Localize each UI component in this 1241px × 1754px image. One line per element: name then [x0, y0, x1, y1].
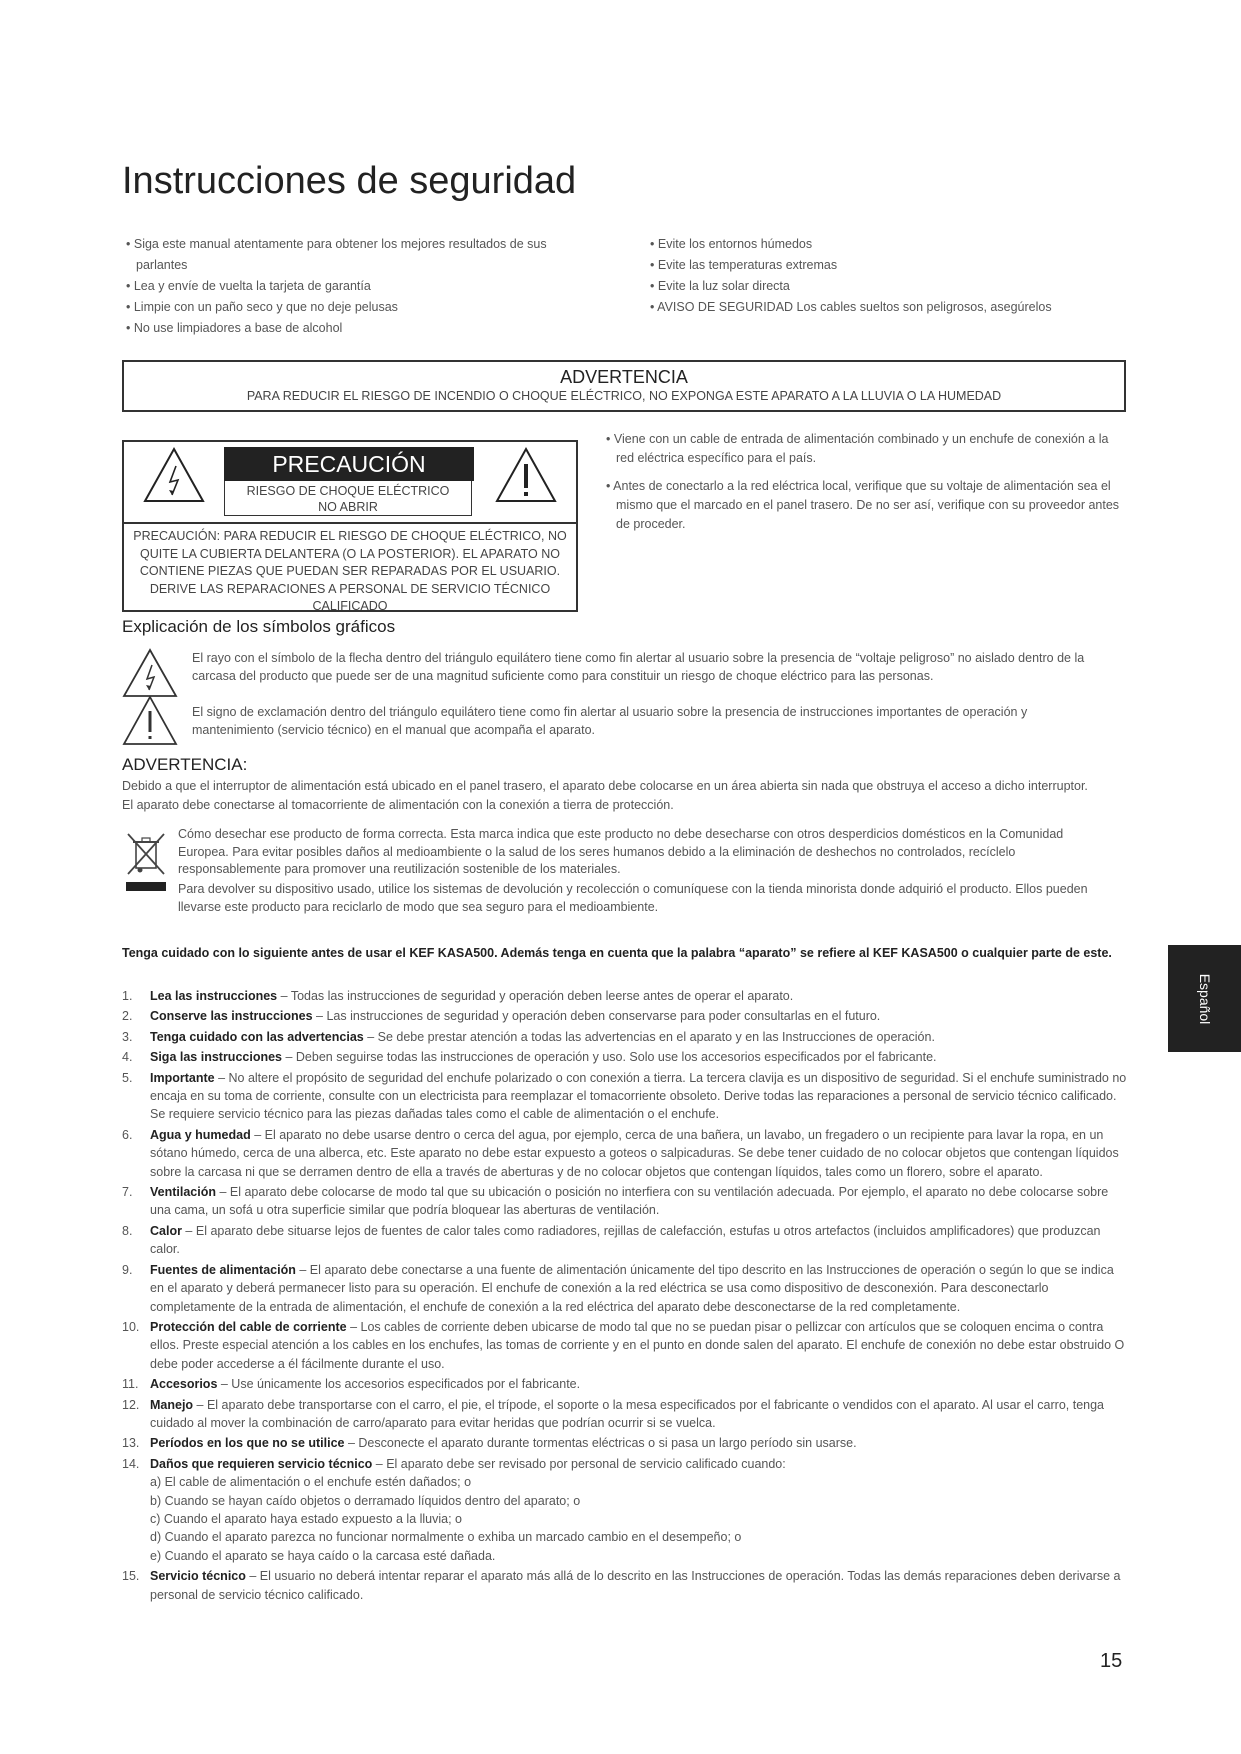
exclamation-symbol-text: El signo de exclamación dentro del triángulo equilátero tiene como fin alertar al usuario sobre la presencia de instrucciones importantes de operación y mantenimiento (servicio técnico) en el manual que acompaña el aparato. [192, 705, 1028, 737]
caution-box [122, 440, 578, 612]
bullet: • AVISO DE SEGURIDAD Los cables sueltos son peligrosos, asegúrelos [646, 297, 1126, 318]
item-text: – El aparato no debe usarse dentro o cerca del agua, por ejemplo, cerca de una bañera, un lavabo, un fregadero o un recipiente para lavar la ropa, en un sótano húmedo, cerca de una alberca, etc. Este aparato no debe estar expuesto a goteos o salpicaduras. Se debe tener cuidado de no colocar objetos que contengan líquidos sobre la carcasa ni que se derramen dentro de ella a través de aberturas y de no colocar objetos que contengan líquidos, tales como un florero, sobre el aparato. [150, 1127, 1119, 1179]
list-item [122, 1318, 1130, 1373]
care-bullets-right [646, 234, 1126, 318]
sub-item: a) El cable de alimentación o el enchufe estén dañados; o [150, 1475, 472, 1490]
item-number: 13. [122, 1436, 140, 1451]
sub-item: e) Cuando el aparato se haya caído o la carcasa esté dañada. [150, 1548, 496, 1563]
language-tab-label: Español [1196, 973, 1213, 1024]
item-label: Agua y humedad [150, 1127, 251, 1142]
advertencia-heading: ADVERTENCIA: [122, 755, 248, 774]
caution-subtitle [224, 481, 472, 516]
advertencia-text: Debido a que el interruptor de alimentación está ubicado en el panel trasero, el aparato debe colocarse en un área abierta sin nada que obstruya el acceso a dicho interruptor. [122, 779, 1088, 793]
lightning-warning-icon [142, 446, 206, 504]
exclamation-warning-icon [494, 446, 558, 504]
item-text: – Deben seguirse todas las instrucciones de operación y uso. Solo use los accesorios especificados por el fabricante. [282, 1050, 937, 1065]
list-item [122, 1567, 1130, 1604]
item-label: Ventilación [150, 1185, 216, 1200]
list-item [122, 1069, 1130, 1124]
item-label: Lea las instrucciones [150, 989, 278, 1003]
bullet: • Evite los entornos húmedos [646, 234, 1126, 255]
caution-title: PRECAUCIÓN [224, 447, 474, 481]
list-item [122, 1434, 1130, 1452]
list-item [122, 1007, 1130, 1025]
warning-box-title: ADVERTENCIA [560, 367, 688, 387]
item-label: Daños que requieren servicio técnico [150, 1456, 373, 1471]
power-bullets [602, 430, 1122, 534]
item-number: 1. [122, 989, 133, 1003]
item-number: 15. [122, 1569, 140, 1584]
list-item [122, 1048, 1130, 1066]
item-text: – El usuario no deberá intentar reparar el aparato más allá de lo descrito en las Instrucciones de operación. Todas las demás reparaciones deben derivarse a personal de servicio técnico calificado. [150, 1569, 1121, 1602]
item-text: – Use únicamente los accesorios especificados por el fabricante. [217, 1377, 581, 1392]
lightning-symbol-icon [122, 648, 178, 698]
item-label: Calor [150, 1223, 182, 1238]
item-text: – El aparato debe conectarse a una fuente de alimentación únicamente del tipo descrito en las Instrucciones de operación o según lo que se indica en el aparato y deberá permanecer listo para su operación. El enchufe de conexión a la red eléctrica se usa como dispositivo de desconexión. Para desconectarlo completamente de la entrada de alimentación, el enchufe de conexión a la red eléctrica del aparato debe desconectarse de la red completamente. [150, 1262, 1114, 1314]
item-number: 8. [122, 1223, 133, 1238]
item-text: – El aparato debe transportarse con el carro, el pie, el trípode, el soporte o la mesa especificados por el fabricante o vendidos con el aparato. Al usar el carro, tenga cuidado al mover la combinación de carro/aparato para evitar heridas que podrían ocurrir si se vuelca. [150, 1397, 1105, 1430]
list-item [122, 1396, 1130, 1433]
item-label: Manejo [150, 1397, 194, 1412]
list-item [122, 1183, 1130, 1220]
item-text: – El aparato debe ser revisado por personal de servicio calificado cuando: [372, 1456, 786, 1471]
item-label: Accesorios [150, 1377, 218, 1392]
bullet: • Evite la luz solar directa [646, 276, 1126, 297]
symbols-heading: Explicación de los símbolos gráficos [122, 617, 396, 636]
list-item [122, 1126, 1130, 1181]
item-text: – Se debe prestar atención a todas las advertencias en el aparato y en las Instrucciones de operación. [363, 1029, 935, 1044]
item-number: 12. [122, 1397, 140, 1412]
item-text: – El aparato debe colocarse de modo tal que su ubicación o posición no interfiera con su ventilación adecuada. Por ejemplo, el aparato no debe colocarse sobre una cama, un sofá u otra superficie similar que podría bloquear las aberturas de ventilación. [150, 1185, 1109, 1218]
item-number: 4. [122, 1050, 133, 1065]
caution-subtitle-line: RIESGO DE CHOQUE ELÉCTRICO [246, 484, 450, 498]
page-number: 15 [1100, 1650, 1123, 1672]
weee-text: Para devolver su dispositivo usado, utilice los sistemas de devolución y recolección o comuníquese con la tienda minorista donde adquirió el producto. Ellos pueden llevarse este producto para reciclarlo de modo que sea seguro para el medioambiente. [178, 882, 1088, 914]
weee-bin-icon [124, 830, 168, 892]
list-item [122, 1222, 1130, 1259]
bullet: • Siga este manual atentamente para obtener los mejores resultados de sus parlantes [122, 234, 592, 276]
item-text: – Desconecte el aparato durante tormentas eléctricas o si pasa un largo período sin usarse. [344, 1436, 857, 1451]
item-label: Siga las instrucciones [150, 1050, 282, 1065]
item-number: 10. [122, 1319, 140, 1334]
item-label: Tenga cuidado con las advertencias [150, 1029, 364, 1044]
safety-list [122, 987, 1130, 1606]
exclamation-symbol-icon [122, 695, 178, 747]
item-text: – Las instrucciones de seguridad y operación deben conservarse para poder consultarlas en el futuro. [312, 1009, 881, 1024]
sub-item: c) Cuando el aparato haya estado expuesto a la lluvia; o [150, 1511, 463, 1526]
bullet: • Lea y envíe de vuelta la tarjeta de garantía [122, 276, 592, 297]
item-label: Importante [150, 1070, 215, 1085]
bullet: • Viene con un cable de entrada de alimentación combinado y un enchufe de conexión a la red eléctrica específico para el país. [602, 430, 1122, 468]
sub-item: b) Cuando se hayan caído objetos o derramado líquidos dentro del aparato; o [150, 1493, 581, 1508]
page-title: Instrucciones de seguridad [122, 160, 577, 202]
warning-box-text: PARA REDUCIR EL RIESGO DE INCENDIO O CHOQUE ELÉCTRICO, NO EXPONGA ESTE APARATO A LA LLUVIA O LA HUMEDAD [246, 389, 1002, 403]
warning-box [122, 360, 1126, 412]
care-bullets-left [122, 234, 592, 339]
sub-item: d) Cuando el aparato parezca no funcionar normalmente o exhiba un marcado cambio en el desempeño; o [150, 1530, 742, 1545]
item-number: 6. [122, 1127, 133, 1142]
item-label: Fuentes de alimentación [150, 1262, 296, 1277]
weee-text: Cómo desechar ese producto de forma correcta. Esta marca indica que este producto no debe desecharse con otros desperdicios domésticos en la Comunidad Europea. Para evitar posibles daños al medioambiente o la salud de los seres humanos debido a la eliminación de deshechos no controlados, recíclelo responsablemente para promover una reutilización sostenible de los materiales. [178, 827, 1064, 876]
caution-subtitle-line: NO ABRIR [318, 500, 378, 514]
item-label: Protección del cable de corriente [150, 1319, 347, 1334]
item-label: Períodos en los que no se utilice [150, 1436, 345, 1451]
advertencia-text: El aparato debe conectarse al tomacorriente de alimentación con la conexión a tierra de protección. [122, 798, 674, 812]
list-item [122, 1375, 1130, 1393]
item-text: – No altere el propósito de seguridad del enchufe polarizado o con conexión a tierra. La tercera clavija es un dispositivo de seguridad. Si el enchufe suministrado no encaja en su toma de corriente, consulte con un electricista para reemplazar el tomacorriente obsoleto. Derive todas las reparaciones a personal de servicio técnico calificado. Se requiere servicio técnico para las piezas dañadas tales como el cable de alimentación o el enchufe. [150, 1070, 1127, 1122]
bullet: • Antes de conectarlo a la red eléctrica local, verifique que su voltaje de alimentación sea el mismo que el marcado en el panel trasero. De no ser así, verifique con su proveedor antes de proceder. [602, 477, 1122, 534]
list-item [122, 987, 1130, 1005]
bullet: • Limpie con un paño seco y que no deje pelusas [122, 297, 592, 318]
item-number: 9. [122, 1262, 133, 1277]
item-number: 7. [122, 1185, 133, 1200]
language-tab [1168, 945, 1241, 1052]
item-number: 2. [122, 1009, 133, 1024]
bullet: • Evite las temperaturas extremas [646, 255, 1126, 276]
item-label: Servicio técnico [150, 1569, 246, 1584]
item-label: Conserve las instrucciones [150, 1009, 313, 1024]
list-item [122, 1455, 1130, 1565]
item-number: 11. [122, 1377, 139, 1392]
list-item [122, 1028, 1130, 1046]
item-number: 5. [122, 1070, 133, 1085]
item-text: – El aparato debe situarse lejos de fuentes de calor tales como radiadores, rejillas de calefacción, estufas u otros artefactos (incluidos amplificadores) que produzcan calor. [150, 1223, 1101, 1257]
lightning-symbol-text: El rayo con el símbolo de la flecha dentro del triángulo equilátero tiene como fin alertar al usuario sobre la presencia de “voltaje peligroso” no aislado dentro de la carcasa del producto que puede ser de una magnitud suficiente como para constituir un riesgo de choque eléctrico para las personas. [192, 651, 1085, 683]
caution-body: PRECAUCIÓN: PARA REDUCIR EL RIESGO DE CHOQUE ELÉCTRICO, NO QUITE LA CUBIERTA DELANTERA (O LA POSTERIOR). EL APARATO NO CONTIENE PIEZAS QUE PUEDAN SER REPARADAS POR EL USUARIO. DERIVE LAS REPARACIONES A PERSONAL DE SERVICIO TÉCNICO CALIFICADO [124, 522, 576, 616]
item-number: 3. [122, 1029, 133, 1044]
item-text: – Todas las instrucciones de seguridad y operación deben leerse antes de operar el aparato. [277, 989, 794, 1003]
bullet: • No use limpiadores a base de alcohol [122, 318, 592, 339]
item-number: 14. [122, 1456, 140, 1471]
item-text: – Los cables de corriente deben ubicarse de modo tal que no se puedan pisar o pellizcar con artículos que se coloquen encima o contra ellos. Preste especial atención a los cables en los enchufes, las tomas de corriente y en el punto en donde salen del aparato. El enchufe de conexión no debe estar obstruido O debe poder accederse a él fácilmente durante el uso. [150, 1319, 1125, 1371]
list-item [122, 1261, 1130, 1316]
intro-text: Tenga cuidado con lo siguiente antes de usar el KEF KASA500. Además tenga en cuenta que la palabra “aparato” se refiere al KEF KASA500 o cualquier parte de este. [122, 946, 1112, 960]
